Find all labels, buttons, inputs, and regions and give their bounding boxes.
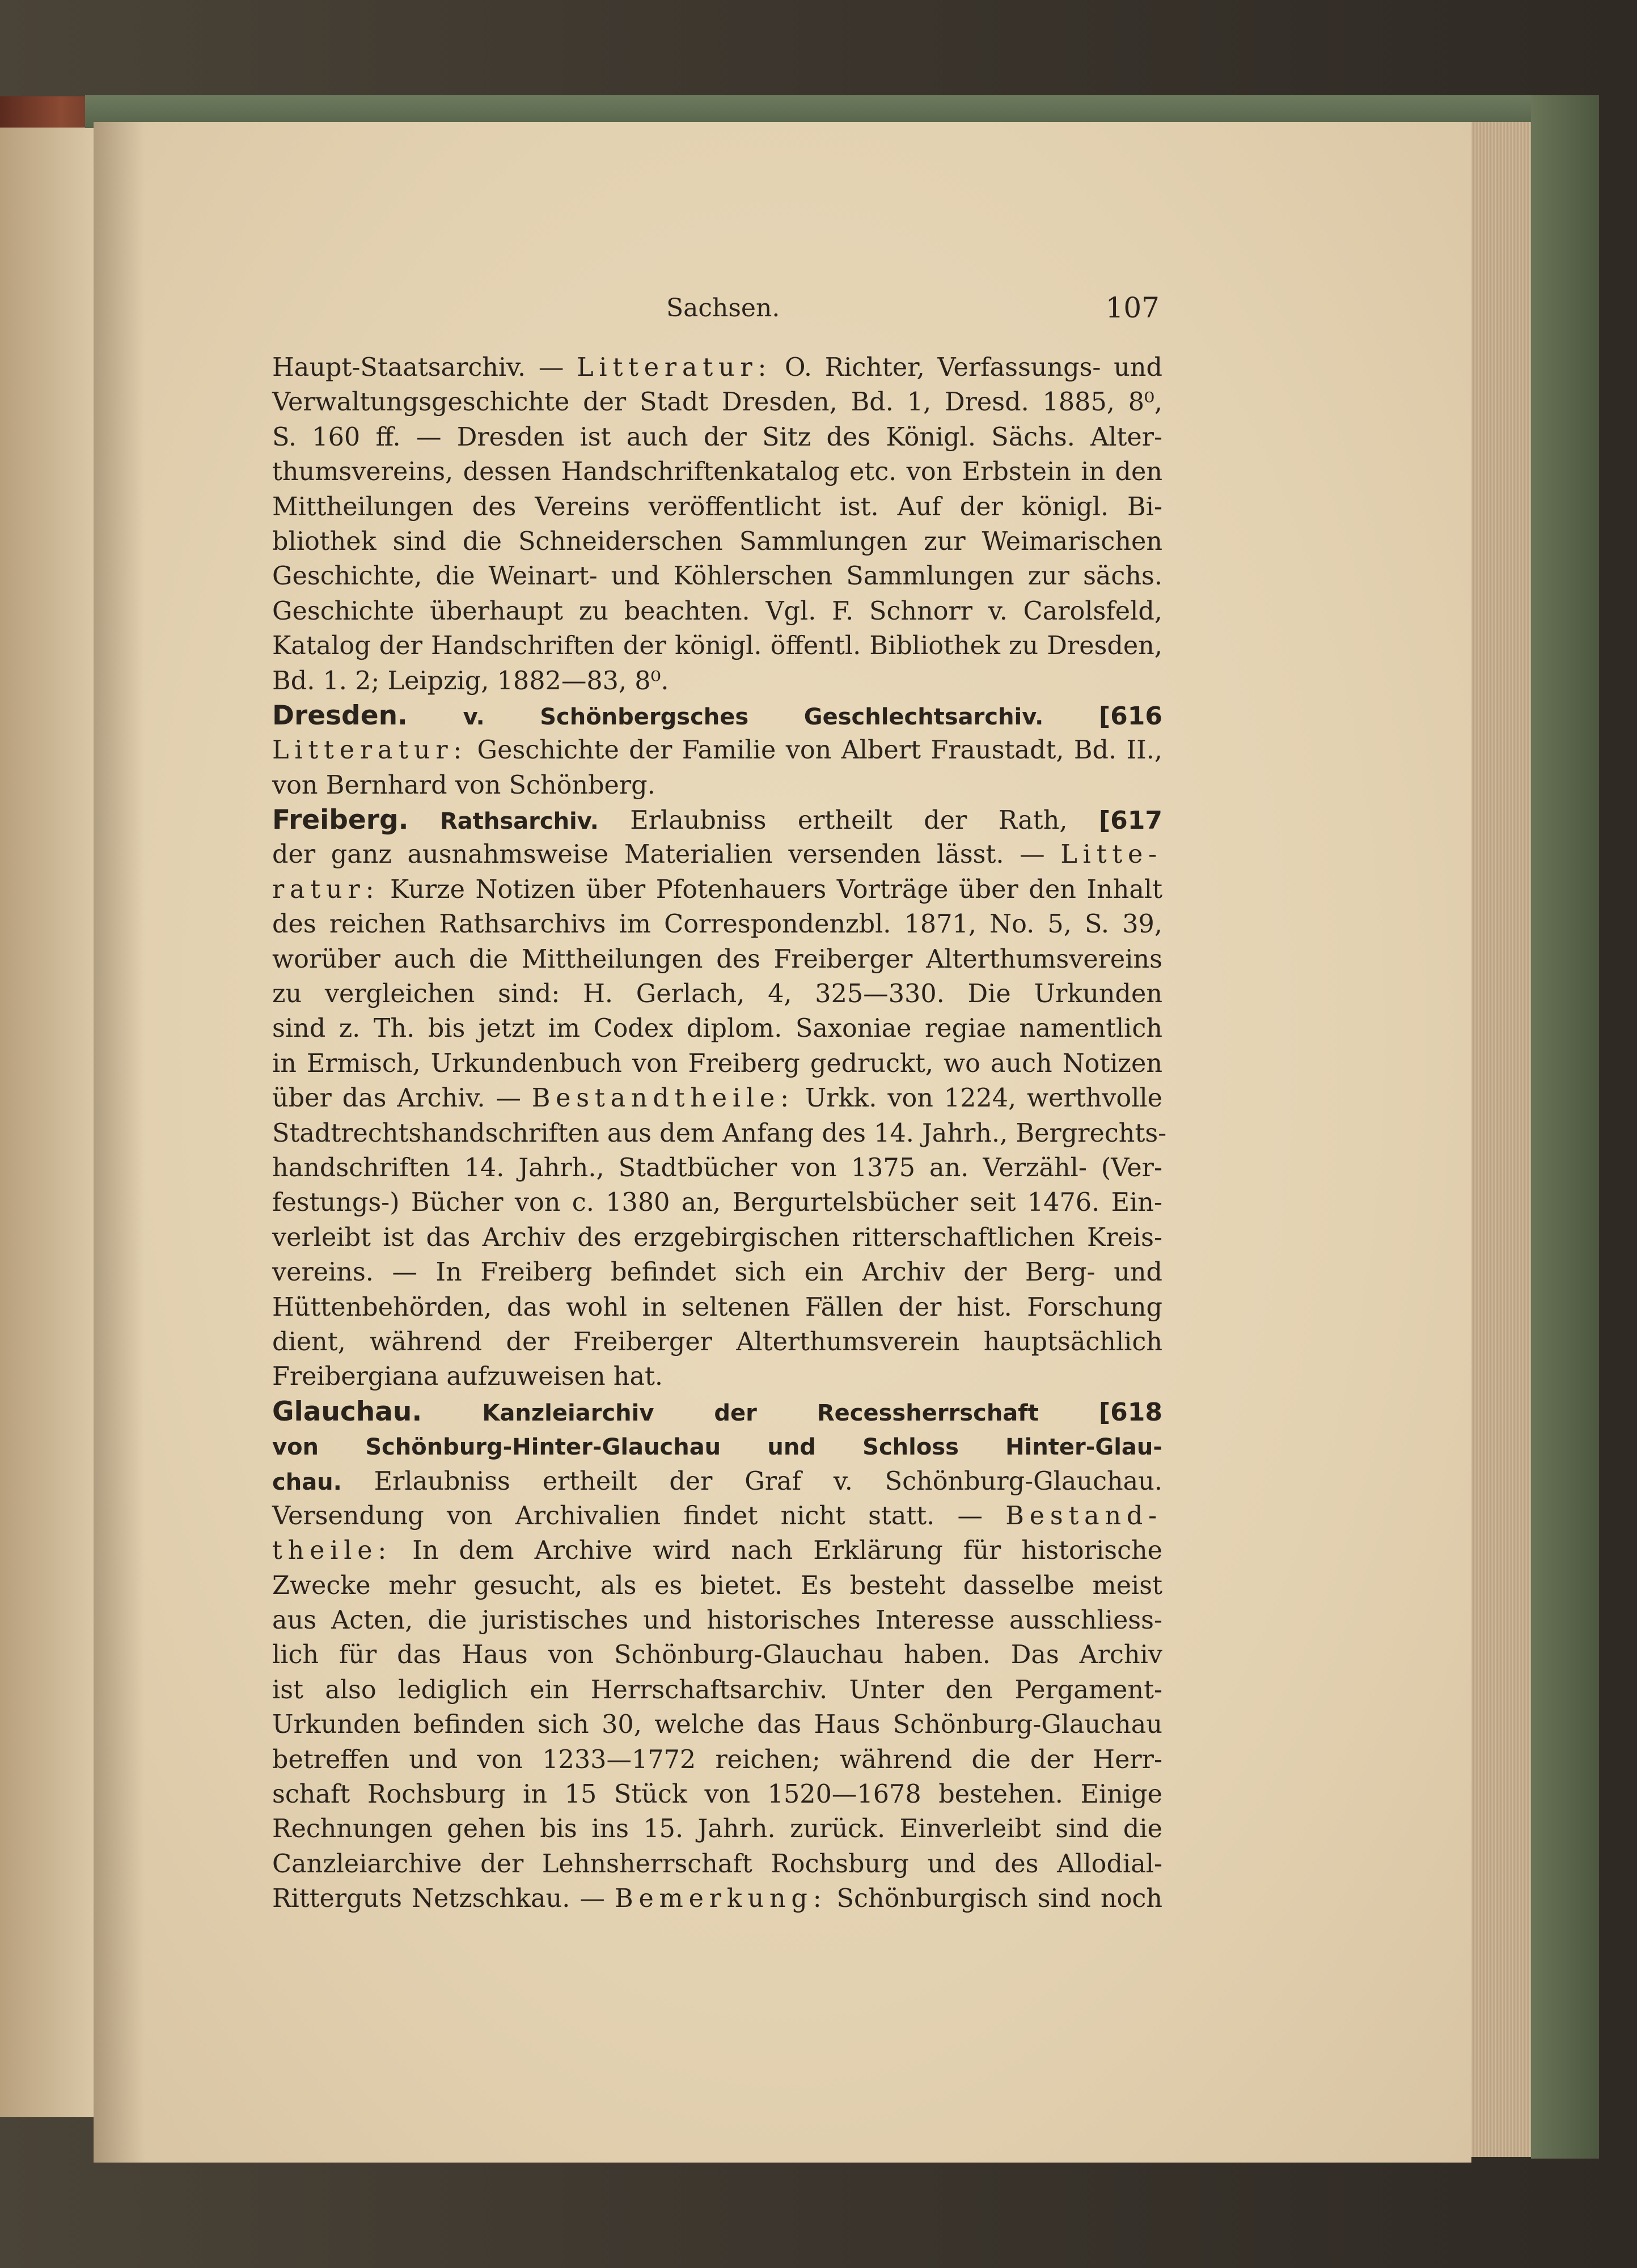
text-line: Stadtrechtshandschriften aus dem Anfang des 14. Jahrh., Bergrechts-: [272, 1118, 1167, 1148]
text-line: Rechnungen gehen bis ins 15. Jahrh. zurück. Einverleibt sind die: [272, 1815, 1162, 1844]
text-line: Ritterguts Netzschkau. — Bemerkung: Schönburgisch sind noch: [272, 1884, 1163, 1914]
text-line: Versendung von Archivalien findet nicht statt. — Bestand-: [272, 1501, 1162, 1531]
text-line: Bd. 1. 2; Leipzig, 1882—83, 8⁰.: [272, 666, 669, 696]
entry-heading-freiberg: Freiberg. Rathsarchiv. Erlaubniss ertheilt der Rath, [617: [272, 804, 1162, 836]
text-line: bliothek sind die Schneiderschen Sammlungen zur Weimarischen: [272, 527, 1162, 556]
entry-heading-dresden: [272, 698, 1162, 733]
text-line: Zwecke mehr gesucht, als es bietet. Es besteht dasselbe meist: [272, 1571, 1162, 1600]
text-line: über das Archiv. — Bestandtheile: Urkk. von 1224, werthvolle: [272, 1084, 1163, 1113]
text-line: Freibergiana aufzuweisen hat.: [272, 1362, 663, 1392]
section-label: Bestand-: [1005, 1501, 1162, 1531]
text-line: [272, 1429, 1162, 1464]
text-line: Mittheilungen des Vereins veröffentlicht ist. Auf der königl. Bi-: [272, 492, 1162, 522]
entry-heading-glauchau: [272, 1394, 1162, 1429]
archive-name: v. Schönbergsches Geschlechtsarchiv.: [463, 703, 1044, 730]
text-line: worüber auch die Mittheilungen des Freiberger Alterthumsvereins: [272, 944, 1162, 974]
section-label: theile:: [272, 1536, 392, 1566]
section-label: Bestandtheile:: [531, 1084, 794, 1113]
text-line: festungs-) Bücher von c. 1380 an, Bergurtelsbücher seit 1476. Ein-: [272, 1188, 1162, 1218]
text-line: Geschichte überhaupt zu beachten. Vgl. F. Schnorr v. Carolsfeld,: [272, 596, 1162, 626]
text-line: aus Acten, die juristisches und historisches Interesse ausschliess-: [272, 1606, 1162, 1635]
book-cover-right: [1531, 95, 1599, 2159]
section-label: Litteratur:: [272, 736, 468, 765]
section-label: Bemerkung:: [614, 1884, 827, 1914]
text-line: Urkunden befinden sich 30, welche das Haus Schönburg-Glauchau: [272, 1710, 1162, 1740]
page-body: [272, 350, 1167, 1917]
text-line: zu vergleichen sind: H. Gerlach, 4, 325—330. Die Urkunden: [272, 980, 1162, 1009]
text-line: der ganz ausnahmsweise Materialien versenden lässt. — Litte-: [272, 840, 1162, 870]
text-line: vereins. — In Freiberg befindet sich ein Archiv der Berg- und: [272, 1258, 1162, 1287]
gutter-shadow: [94, 122, 145, 2163]
text-line: Geschichte, die Weinart- und Köhlerschen Sammlungen zur sächs.: [272, 562, 1162, 591]
text-line: Verwaltungsgeschichte der Stadt Dresden, Bd. 1, Dresd. 1885, 8⁰,: [272, 388, 1162, 417]
entry-number: [617: [1099, 806, 1162, 836]
text-line: lich für das Haus von Schönburg-Glauchau haben. Das Archiv: [272, 1640, 1162, 1670]
place-name: Freiberg.: [272, 804, 409, 836]
text-line: des reichen Rathsarchivs im Correspondenzbl. 1871, No. 5, S. 39,: [272, 910, 1162, 939]
archive-name: Kanzleiarchiv der Recessherrschaft: [482, 1400, 1039, 1426]
text-line: chau. Erlaubniss ertheilt der Graf v. Schönburg-Glauchau.: [272, 1466, 1162, 1496]
text-line: ratur: Kurze Notizen über Pfotenhauers Vorträge über den Inhalt: [272, 875, 1162, 904]
text-line: theile: In dem Archive wird nach Erklärung für historische: [272, 1536, 1162, 1566]
entry-number: [616: [1099, 701, 1163, 731]
text-line: in Ermisch, Urkundenbuch von Freiberg gedruckt, wo auch Notizen: [272, 1049, 1162, 1078]
text-line: handschriften 14. Jahrh., Stadtbücher von 1375 an. Verzähl- (Ver-: [272, 1153, 1162, 1182]
text-line: sind z. Th. bis jetzt im Codex diplom. Saxoniae regiae namentlich: [272, 1014, 1162, 1044]
page-number: 107: [1105, 291, 1160, 324]
facing-page-edge: [0, 128, 94, 2117]
page-header: [272, 291, 1160, 328]
archive-name: von Schönburg-Hinter-Glauchau und Schloss Hinter-Glau-: [272, 1434, 1162, 1461]
section-label: ratur:: [272, 875, 380, 904]
text-line: ist also lediglich ein Herrschaftsarchiv. Unter den Pergament-: [272, 1675, 1162, 1705]
text-line: thumsvereins, dessen Handschriftenkatalog etc. von Erbstein in den: [272, 457, 1162, 487]
text-line: Canzleiarchive der Lehnsherrschaft Rochsburg und des Allodial-: [272, 1849, 1162, 1879]
text-line: betreffen und von 1233—1772 reichen; während die der Herr-: [272, 1745, 1162, 1774]
text-line: Katalog der Handschriften der königl. öffentl. Bibliothek zu Dresden,: [272, 631, 1162, 661]
text-line: schaft Rochsburg in 15 Stück von 1520—1678 bestehen. Einige: [272, 1780, 1162, 1809]
text-line: dient, während der Freiberger Alterthumsverein hauptsächlich: [272, 1327, 1162, 1356]
text-line: Haupt-Staatsarchiv. — Litteratur: O. Richter, Verfassungs- und: [272, 353, 1162, 382]
section-label: Litte-: [1060, 840, 1162, 870]
archive-name: chau.: [272, 1469, 342, 1495]
text-line: Hüttenbehörden, das wohl in seltenen Fällen der hist. Forschung: [272, 1292, 1162, 1322]
text-line: S. 160 ff. — Dresden ist auch der Sitz des Königl. Sächs. Alter-: [272, 422, 1162, 452]
text-line: von Bernhard von Schönberg.: [272, 770, 655, 800]
place-name: Dresden.: [272, 700, 408, 731]
text-line: Litteratur: Geschichte der Familie von Albert Fraustadt, Bd. II.,: [272, 736, 1162, 765]
page-edges: [1469, 122, 1531, 2157]
text-line: verleibt ist das Archiv des erzgebirgischen ritterschaftlichen Kreis-: [272, 1223, 1162, 1252]
running-title: Sachsen.: [666, 294, 780, 323]
archive-name: Rathsarchiv.: [439, 808, 599, 835]
section-label: Litteratur:: [577, 353, 772, 382]
place-name: Glauchau.: [272, 1396, 422, 1427]
entry-number: [618: [1099, 1397, 1162, 1427]
